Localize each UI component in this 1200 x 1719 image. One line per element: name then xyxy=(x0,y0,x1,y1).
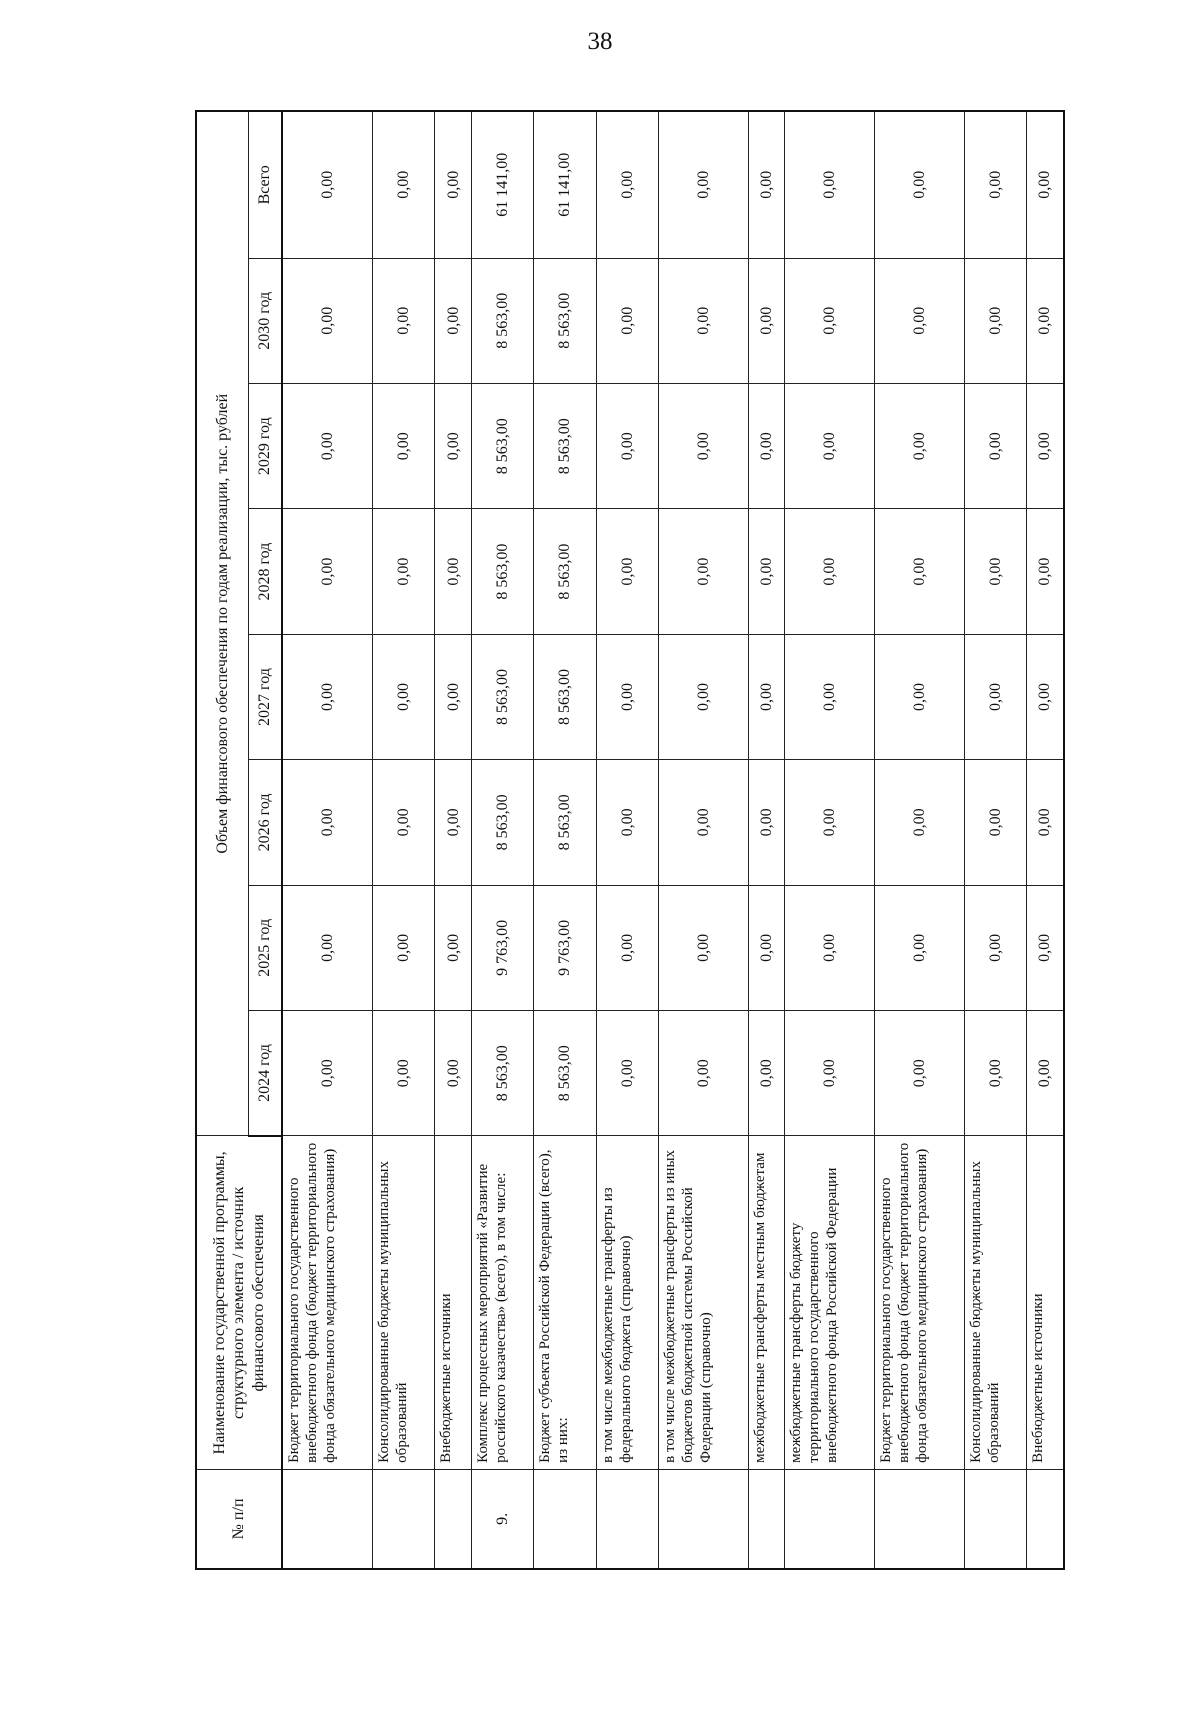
year-value-cell: 0,00 xyxy=(785,258,875,383)
year-value-cell: 0,00 xyxy=(1026,1011,1064,1136)
year-value-cell: 0,00 xyxy=(435,258,472,383)
funding-source-cell: Внебюджетные источники xyxy=(1026,1136,1064,1469)
row-number-cell xyxy=(372,1469,434,1569)
header-name: Наименование государственной программы, структурного элемента / источник финансового обеспечения xyxy=(196,1136,282,1469)
year-value-cell: 0,00 xyxy=(596,885,658,1010)
year-value-cell: 0,00 xyxy=(372,885,434,1010)
table-row xyxy=(372,111,434,1569)
year-value-cell: 0,00 xyxy=(435,885,472,1010)
year-value-cell: 0,00 xyxy=(748,1011,785,1136)
year-value-cell: 8 563,00 xyxy=(534,634,596,759)
header-year: 2027 год xyxy=(248,634,282,759)
year-value-cell: 0,00 xyxy=(964,1011,1026,1136)
year-value-cell: 0,00 xyxy=(372,634,434,759)
header-row-1 xyxy=(196,111,248,1569)
year-value-cell: 8 563,00 xyxy=(471,258,533,383)
year-value-cell: 0,00 xyxy=(658,760,748,885)
total-value-cell: 0,00 xyxy=(874,111,964,258)
year-value-cell: 0,00 xyxy=(785,634,875,759)
year-value-cell: 8 563,00 xyxy=(534,258,596,383)
year-value-cell: 0,00 xyxy=(596,760,658,885)
header-funding-group: Объем финансового обеспечения по годам реализации, тыс. рублей xyxy=(196,111,248,1136)
table-row xyxy=(658,111,748,1569)
funding-source-cell: Консолидированные бюджеты муниципальных образований xyxy=(964,1136,1026,1469)
year-value-cell: 0,00 xyxy=(748,509,785,634)
row-number-cell xyxy=(964,1469,1026,1569)
funding-source-cell: Бюджет территориального государственного внебюджетного фонда (бюджет территориального фонда обязательного медицинского страхования) xyxy=(282,1136,372,1469)
year-value-cell: 0,00 xyxy=(874,509,964,634)
year-value-cell: 8 563,00 xyxy=(471,634,533,759)
year-value-cell: 0,00 xyxy=(282,509,372,634)
funding-source-cell: Комплекс процессных мероприятий «Развитие российского казачества» (всего), в том числе: xyxy=(471,1136,533,1469)
year-value-cell: 0,00 xyxy=(282,760,372,885)
year-value-cell: 0,00 xyxy=(596,384,658,509)
financing-table-rotated xyxy=(195,110,1065,1570)
row-number-cell xyxy=(435,1469,472,1569)
funding-source-cell: межбюджетные трансферты местным бюджетам xyxy=(748,1136,785,1469)
row-number-cell xyxy=(658,1469,748,1569)
year-value-cell: 0,00 xyxy=(785,509,875,634)
year-value-cell: 8 563,00 xyxy=(534,384,596,509)
table-row xyxy=(471,111,533,1569)
year-value-cell: 0,00 xyxy=(282,384,372,509)
year-value-cell: 0,00 xyxy=(596,634,658,759)
year-value-cell: 0,00 xyxy=(596,509,658,634)
header-year: 2028 год xyxy=(248,509,282,634)
total-value-cell: 0,00 xyxy=(964,111,1026,258)
year-value-cell: 0,00 xyxy=(596,1011,658,1136)
year-value-cell: 0,00 xyxy=(1026,760,1064,885)
table-row xyxy=(964,111,1026,1569)
total-value-cell: 0,00 xyxy=(748,111,785,258)
row-number-cell xyxy=(534,1469,596,1569)
year-value-cell: 0,00 xyxy=(658,634,748,759)
funding-source-cell: в том числе межбюджетные трансферты из иных бюджетов бюджетной системы Российской Федерации (справочно) xyxy=(658,1136,748,1469)
header-year: 2029 год xyxy=(248,384,282,509)
row-number-cell xyxy=(874,1469,964,1569)
funding-source-cell: Бюджет территориального государственного внебюджетного фонда (бюджет территориального фонда обязательного медицинского страхования) xyxy=(874,1136,964,1469)
year-value-cell: 9 763,00 xyxy=(471,885,533,1010)
year-value-cell: 0,00 xyxy=(372,760,434,885)
total-value-cell: 0,00 xyxy=(785,111,875,258)
year-value-cell: 0,00 xyxy=(435,760,472,885)
funding-source-cell: в том числе межбюджетные трансферты из федерального бюджета (справочно) xyxy=(596,1136,658,1469)
year-value-cell: 0,00 xyxy=(748,634,785,759)
year-value-cell: 0,00 xyxy=(964,760,1026,885)
year-value-cell: 0,00 xyxy=(785,760,875,885)
year-value-cell: 0,00 xyxy=(282,1011,372,1136)
total-value-cell: 0,00 xyxy=(658,111,748,258)
total-value-cell: 0,00 xyxy=(372,111,434,258)
year-value-cell: 0,00 xyxy=(964,885,1026,1010)
total-value-cell: 61 141,00 xyxy=(471,111,533,258)
table-row xyxy=(1026,111,1064,1569)
year-value-cell: 0,00 xyxy=(748,384,785,509)
year-value-cell: 0,00 xyxy=(874,258,964,383)
header-number: № п/п xyxy=(196,1469,282,1569)
year-value-cell: 0,00 xyxy=(964,509,1026,634)
year-value-cell: 0,00 xyxy=(435,634,472,759)
year-value-cell: 0,00 xyxy=(874,760,964,885)
funding-source-cell: Бюджет субъекта Российской Федерации (всего), из них: xyxy=(534,1136,596,1469)
year-value-cell: 0,00 xyxy=(874,384,964,509)
year-value-cell: 8 563,00 xyxy=(471,509,533,634)
year-value-cell: 8 563,00 xyxy=(534,760,596,885)
row-number-cell xyxy=(282,1469,372,1569)
year-value-cell: 0,00 xyxy=(748,258,785,383)
header-year: 2030 год xyxy=(248,258,282,383)
year-value-cell: 0,00 xyxy=(372,258,434,383)
table-row xyxy=(596,111,658,1569)
table-row xyxy=(534,111,596,1569)
year-value-cell: 0,00 xyxy=(964,258,1026,383)
year-value-cell: 0,00 xyxy=(785,1011,875,1136)
row-number-cell: 9. xyxy=(471,1469,533,1569)
table-row xyxy=(435,111,472,1569)
year-value-cell: 0,00 xyxy=(596,258,658,383)
total-value-cell: 0,00 xyxy=(435,111,472,258)
year-value-cell: 0,00 xyxy=(874,634,964,759)
year-value-cell: 0,00 xyxy=(785,885,875,1010)
year-value-cell: 0,00 xyxy=(1026,258,1064,383)
header-year: 2026 год xyxy=(248,760,282,885)
year-value-cell: 0,00 xyxy=(874,1011,964,1136)
header-year: 2024 год xyxy=(248,1011,282,1136)
header-year: 2025 год xyxy=(248,885,282,1010)
year-value-cell: 0,00 xyxy=(1026,634,1064,759)
financing-table xyxy=(195,110,1065,1570)
total-value-cell: 61 141,00 xyxy=(534,111,596,258)
total-value-cell: 0,00 xyxy=(282,111,372,258)
year-value-cell: 8 563,00 xyxy=(534,509,596,634)
year-value-cell: 0,00 xyxy=(658,384,748,509)
year-value-cell: 0,00 xyxy=(658,509,748,634)
row-number-cell xyxy=(748,1469,785,1569)
year-value-cell: 0,00 xyxy=(435,384,472,509)
year-value-cell: 8 563,00 xyxy=(471,760,533,885)
funding-source-cell: Внебюджетные источники xyxy=(435,1136,472,1469)
year-value-cell: 0,00 xyxy=(658,258,748,383)
table-row xyxy=(748,111,785,1569)
year-value-cell: 0,00 xyxy=(748,885,785,1010)
total-value-cell: 0,00 xyxy=(1026,111,1064,258)
year-value-cell: 0,00 xyxy=(1026,885,1064,1010)
year-value-cell: 0,00 xyxy=(964,384,1026,509)
year-value-cell: 0,00 xyxy=(748,760,785,885)
year-value-cell: 0,00 xyxy=(1026,509,1064,634)
funding-source-cell: Консолидированные бюджеты муниципальных образований xyxy=(372,1136,434,1469)
year-value-cell: 0,00 xyxy=(1026,384,1064,509)
year-value-cell: 0,00 xyxy=(874,885,964,1010)
year-value-cell: 0,00 xyxy=(282,258,372,383)
year-value-cell: 8 563,00 xyxy=(471,1011,533,1136)
year-value-cell: 0,00 xyxy=(282,885,372,1010)
funding-source-cell: межбюджетные трансферты бюджету территориального государственного внебюджетного фонда Российской Федерации xyxy=(785,1136,875,1469)
year-value-cell: 0,00 xyxy=(658,885,748,1010)
year-value-cell: 0,00 xyxy=(435,1011,472,1136)
row-number-cell xyxy=(1026,1469,1064,1569)
table-row xyxy=(282,111,372,1569)
year-value-cell: 8 563,00 xyxy=(534,1011,596,1136)
year-value-cell: 0,00 xyxy=(372,1011,434,1136)
year-value-cell: 8 563,00 xyxy=(471,384,533,509)
year-value-cell: 9 763,00 xyxy=(534,885,596,1010)
year-value-cell: 0,00 xyxy=(372,509,434,634)
table-row xyxy=(785,111,875,1569)
year-value-cell: 0,00 xyxy=(282,634,372,759)
year-value-cell: 0,00 xyxy=(658,1011,748,1136)
total-value-cell: 0,00 xyxy=(596,111,658,258)
year-value-cell: 0,00 xyxy=(372,384,434,509)
row-number-cell xyxy=(785,1469,875,1569)
table-body xyxy=(282,111,1064,1569)
year-value-cell: 0,00 xyxy=(964,634,1026,759)
table-row xyxy=(874,111,964,1569)
year-value-cell: 0,00 xyxy=(785,384,875,509)
row-number-cell xyxy=(596,1469,658,1569)
header-total: Всего xyxy=(248,111,282,258)
year-value-cell: 0,00 xyxy=(435,509,472,634)
page-number: 38 xyxy=(587,28,613,55)
